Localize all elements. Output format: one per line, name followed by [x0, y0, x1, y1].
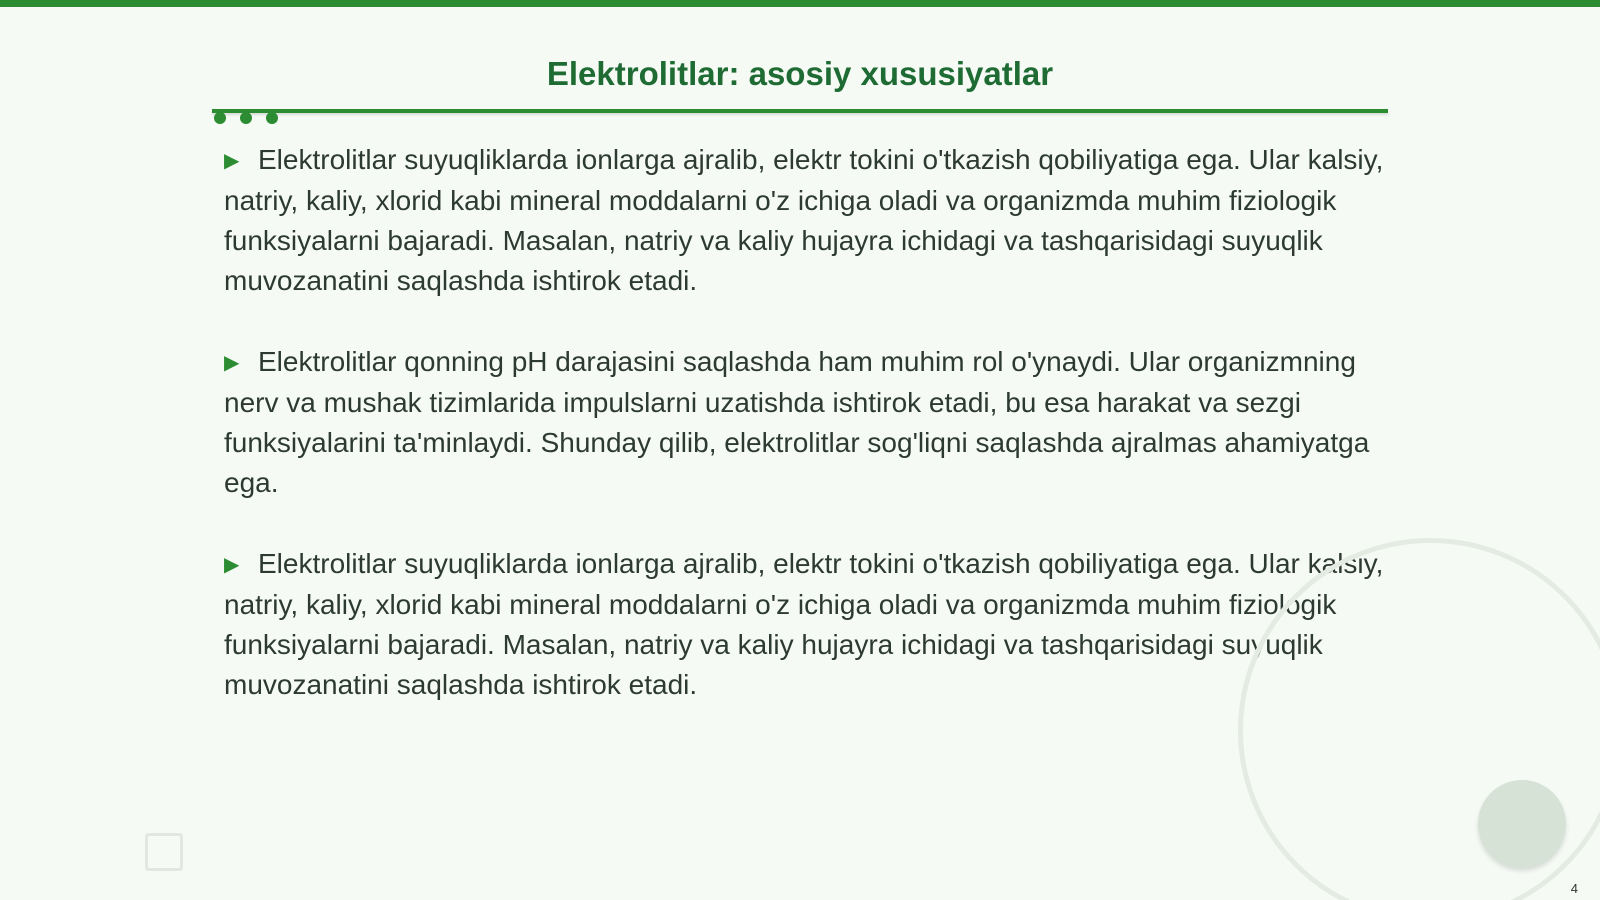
title-underline — [212, 109, 1388, 113]
bullet-arrow-icon: ▶ — [224, 554, 240, 576]
top-accent-bar — [0, 0, 1600, 7]
bullet-paragraph — [224, 544, 1384, 705]
paragraph-text: Elektrolitlar suyuqliklarda ionlarga ajralib, elektr tokini o'tkazish qobiliyatiga ega. Ular kalsiy, natriy, kaliy, xlorid kabi mineral moddalarni o'z ichiga oladi va organizmda muhim fiziologik funksiyalarni bajaradi. Masalan, natriy va kaliy hujayra ichidagi va tashqarisidagi suyuqlik muvozanatini saqlashda ishtirok etadi. — [224, 144, 1384, 296]
bullet-list — [224, 140, 1384, 746]
decorative-dot — [266, 112, 278, 124]
bullet-arrow-icon: ▶ — [224, 352, 240, 374]
decorative-square — [145, 833, 183, 871]
page-number: 4 — [1570, 881, 1578, 896]
bullet-paragraph — [224, 140, 1384, 301]
bullet-paragraph — [224, 342, 1384, 503]
bullet-arrow-icon: ▶ — [224, 150, 240, 172]
decorative-dot — [240, 112, 252, 124]
decorative-dot — [214, 112, 226, 124]
slide-title: Elektrolitlar: asosiy xususiyatlar — [546, 55, 1054, 92]
paragraph-text: Elektrolitlar qonning pH darajasini saqlashda ham muhim rol o'ynaydi. Ular organizmning nerv va mushak tizimlarida impulslarni uzatishda ishtirok etadi, bu esa harakat va sezgi funksiyalarini ta'minlaydi. Shunday qilib, elektrolitlar sog'liqni saqlashda ajralmas ahamiyatga ega. — [224, 346, 1370, 498]
paragraph-text: Elektrolitlar suyuqliklarda ionlarga ajralib, elektr tokini o'tkazish qobiliyatiga ega. Ular kalsiy, natriy, kaliy, xlorid kabi mineral moddalarni o'z ichiga oladi va organizmda muhim fiziologik funksiyalarni bajaradi. Masalan, natriy va kaliy hujayra ichidagi va tashqarisidagi suyuqlik muvozanatini saqlashda ishtirok etadi. — [224, 548, 1384, 700]
decorative-circle — [1478, 780, 1566, 868]
